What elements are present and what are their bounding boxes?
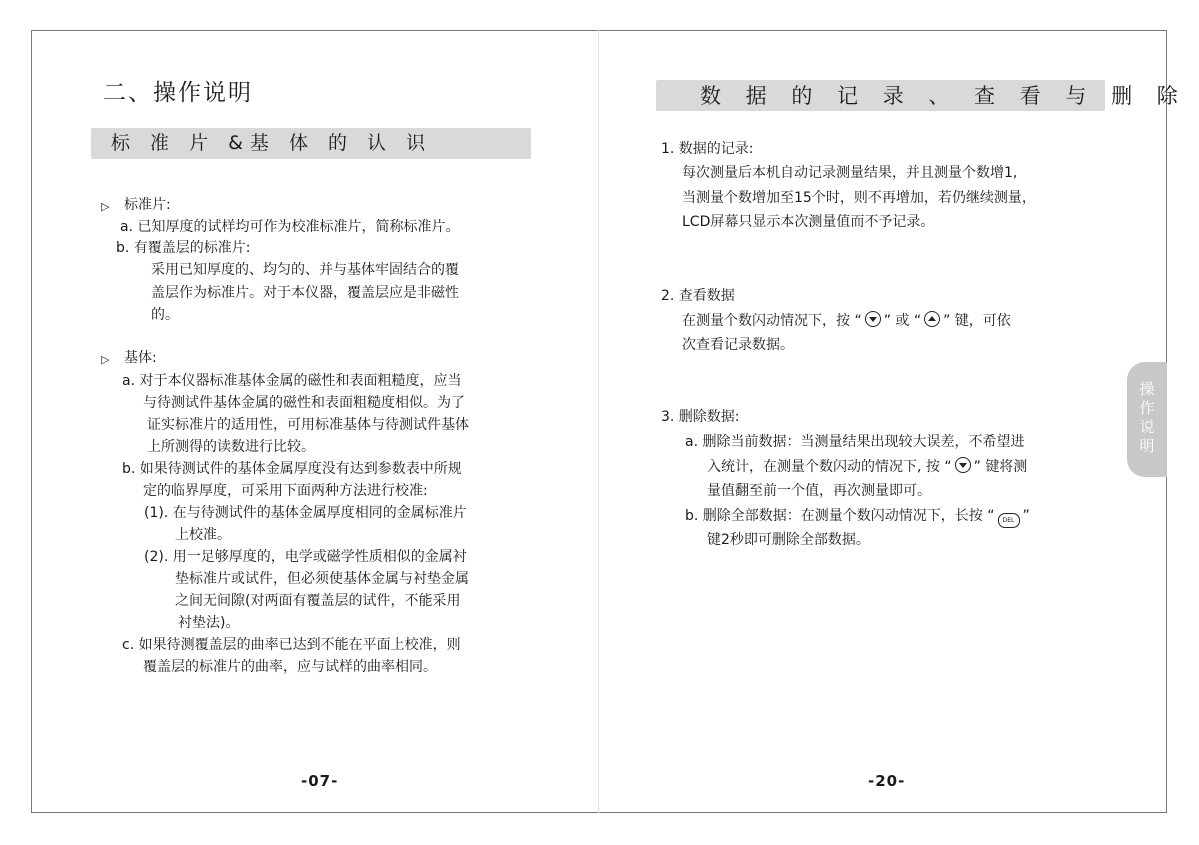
- section-title-band-left: [91, 128, 531, 159]
- text-fragment: ” 键将测: [973, 459, 1028, 475]
- up-arrow-key-icon: [924, 311, 940, 327]
- standard-piece-label: 标准片:: [124, 197, 171, 213]
- text-fragment: 在测量个数闪动情况下，按 “: [682, 313, 862, 329]
- text-line: b. 有覆盖层的标准片:: [116, 240, 251, 256]
- text-line: a. 对于本仪器标准基体金属的磁性和表面粗糙度，应当: [122, 373, 462, 389]
- text-line: 与待测试件基体金属的磁性和表面粗糙度相似。为了: [143, 395, 465, 411]
- page-number-right: -20-: [868, 772, 906, 790]
- text-line: (1). 在与待测试件的基体金属厚度相同的金属标准片: [144, 505, 467, 521]
- text-line: 每次测量后本机自动记录测量结果，并且测量个数增1,: [682, 165, 1018, 181]
- text-line: 当测量个数增加至15个时，则不再增加，若仍继续测量，: [682, 190, 1036, 206]
- text-fragment: ” 键，可依: [943, 313, 1011, 329]
- text-line: 量值翻至前一个值，再次测量即可。: [707, 483, 931, 499]
- text-line: 的。: [151, 307, 179, 323]
- del-key-icon: DEL: [998, 513, 1020, 528]
- text-fragment: ”: [1022, 508, 1030, 524]
- text-line: a. 删除当前数据：当测量结果出现较大误差，不希望进: [685, 434, 1025, 450]
- text-fragment: ” 或 “: [883, 313, 922, 329]
- down-arrow-key-icon: [955, 457, 971, 473]
- section-delete-title: 3. 删除数据:: [661, 409, 740, 425]
- substrate-label: 基体:: [124, 350, 157, 366]
- text-line: 采用已知厚度的、均匀的、并与基体牢固结合的覆: [151, 262, 459, 278]
- text-line: 之间无间隙(对两面有覆盖层的试件，不能采用: [175, 593, 461, 609]
- text-line: [685, 505, 1030, 528]
- side-tab: [1127, 362, 1167, 477]
- section-title-left: 标 准 片 &基 体 的 认 识: [111, 132, 433, 154]
- page-fold: [598, 30, 599, 813]
- text-fragment: 入统计，在测量个数闪动的情况下, 按 “: [707, 459, 952, 475]
- section-title-band-right: [656, 80, 1187, 111]
- text-line: a. 已知厚度的试样均可作为校准标准片，简称标准片。: [120, 219, 460, 235]
- page-number-left: -07-: [301, 772, 339, 790]
- text-line: 上所测得的读数进行比较。: [147, 439, 315, 455]
- text-line: (2). 用一足够厚度的，电学或磁学性质相似的金属衬: [144, 549, 467, 565]
- triangle-bullet-icon: ▷: [101, 353, 110, 366]
- text-line: 盖层作为标准片。对于本仪器，覆盖层应是非磁性: [151, 285, 459, 301]
- text-line: [682, 310, 1011, 332]
- text-line: c. 如果待测覆盖层的曲率已达到不能在平面上校准，则: [122, 637, 461, 653]
- text-line: 键2秒即可删除全部数据。: [707, 532, 870, 548]
- text-line: 上校准。: [175, 527, 231, 543]
- side-tab-label: 操作说明: [1139, 380, 1155, 455]
- text-line: 次查看记录数据。: [682, 337, 794, 353]
- triangle-bullet-icon: ▷: [101, 200, 110, 213]
- text-line: 覆盖层的标准片的曲率，应与试样的曲率相同。: [143, 659, 437, 675]
- section-title-right: 数 据 的 记 录 、 查 看 与 删 除: [700, 84, 1187, 108]
- text-line: [707, 456, 1027, 478]
- text-line: 证实标准片的适用性，可用标准基体与待测试件基体: [147, 417, 469, 433]
- text-line: LCD屏幕只显示本次测量值而不予记录。: [682, 214, 935, 230]
- text-line: 定的临界厚度，可采用下面两种方法进行校准:: [143, 483, 428, 499]
- text-line: 垫标准片或试件，但必须使基体金属与衬垫金属: [175, 571, 469, 587]
- text-line: 衬垫法)。: [178, 615, 240, 631]
- section-view-title: 2. 查看数据: [661, 288, 735, 304]
- text-line: b. 如果待测试件的基体金属厚度没有达到参数表中所规: [122, 461, 462, 477]
- down-arrow-key-icon: [865, 311, 881, 327]
- section-record-title: 1. 数据的记录:: [661, 141, 754, 157]
- text-fragment: b. 删除全部数据：在测量个数闪动情况下，长按 “: [685, 508, 995, 524]
- page-heading: 二、操作说明: [103, 80, 253, 106]
